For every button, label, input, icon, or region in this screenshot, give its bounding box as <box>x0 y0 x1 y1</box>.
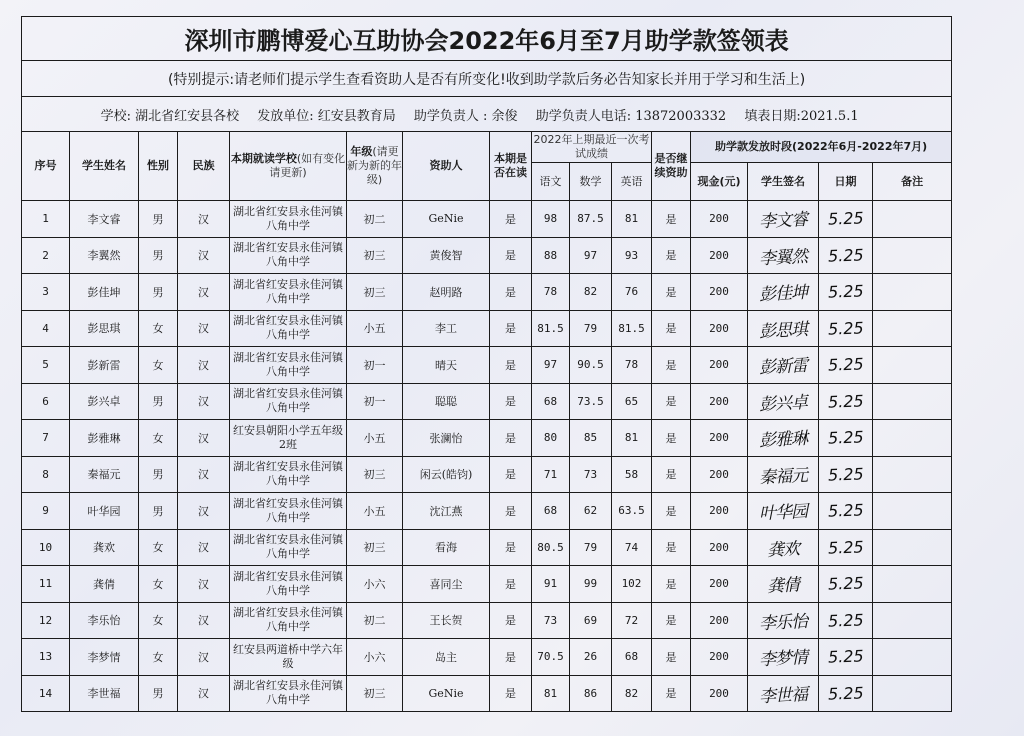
handwritten-date: 5.25 <box>827 683 864 704</box>
cell-chinese: 81 <box>532 675 570 712</box>
manager-label: 助学负责人 : 余俊 <box>413 108 518 124</box>
cell-date <box>819 201 873 238</box>
cell-school: 湖北省红安县永佳河镇八角中学 <box>230 456 347 493</box>
cell-chinese: 80 <box>532 420 570 457</box>
cell-continue: 是 <box>652 237 691 274</box>
cell-signature <box>748 420 819 457</box>
cell-date <box>819 310 873 347</box>
cell-math: 26 <box>570 639 612 676</box>
cell-math: 86 <box>570 675 612 712</box>
cell-math: 69 <box>570 602 612 639</box>
fill-date-label: 填表日期:2021.5.1 <box>744 108 859 124</box>
cell-date <box>819 529 873 566</box>
cell-continue: 是 <box>652 566 691 603</box>
cell-english: 72 <box>612 602 652 639</box>
handwritten-date: 5.25 <box>827 391 864 412</box>
cell-no: 12 <box>22 602 70 639</box>
notice-text: (特别提示:请老师们提示学生查看资助人是否有所变化!收到助学款后务必告知家长并用于学习和生活上) <box>22 61 952 97</box>
cell-math: 79 <box>570 310 612 347</box>
cell-remark <box>873 675 952 712</box>
cell-cash: 200 <box>691 347 748 384</box>
cell-sponsor: 王长贺 <box>403 602 490 639</box>
cell-gender: 女 <box>139 566 178 603</box>
cell-signature <box>748 566 819 603</box>
cell-name: 李梦情 <box>70 639 139 676</box>
cell-no: 13 <box>22 639 70 676</box>
cell-cash: 200 <box>691 420 748 457</box>
cell-date <box>819 420 873 457</box>
handwritten-date: 5.25 <box>827 464 864 485</box>
cell-cash: 200 <box>691 566 748 603</box>
cell-cash: 200 <box>691 310 748 347</box>
cell-signature <box>748 274 819 311</box>
cell-ethnicity: 汉 <box>178 456 230 493</box>
handwritten-date: 5.25 <box>827 208 864 229</box>
header-school <box>230 132 347 201</box>
cell-date <box>819 639 873 676</box>
table-row <box>22 529 952 566</box>
cell-gender: 女 <box>139 602 178 639</box>
page-title: 深圳市鹏博爱心互助协会2022年6月至7月助学款签领表 <box>22 17 952 61</box>
cell-signature <box>748 310 819 347</box>
cell-ethnicity: 汉 <box>178 383 230 420</box>
stipend-signoff-table <box>21 16 952 712</box>
cell-gender: 女 <box>139 639 178 676</box>
cell-cash: 200 <box>691 493 748 530</box>
header-scores-group: 2022年上期最近一次考试成绩 <box>532 132 652 163</box>
cell-math: 85 <box>570 420 612 457</box>
phone-label: 助学负责人电话: 13872003332 <box>535 108 727 124</box>
cell-sponsor: 喜同尘 <box>403 566 490 603</box>
cell-ethnicity: 汉 <box>178 201 230 238</box>
cell-grade: 小五 <box>347 310 403 347</box>
cell-date <box>819 456 873 493</box>
header-gender: 性别 <box>139 132 178 201</box>
cell-date <box>819 566 873 603</box>
cell-gender: 男 <box>139 675 178 712</box>
handwritten-signature: 龚欢 <box>766 538 800 561</box>
handwritten-date: 5.25 <box>827 537 864 558</box>
cell-signature <box>748 383 819 420</box>
header-period-group: 助学款发放时段(2022年6月-2022年7月) <box>691 132 952 163</box>
cell-signature <box>748 347 819 384</box>
cell-name: 彭雅琳 <box>70 420 139 457</box>
cell-grade: 初三 <box>347 456 403 493</box>
cell-no: 9 <box>22 493 70 530</box>
cell-name: 彭兴卓 <box>70 383 139 420</box>
cell-gender: 女 <box>139 310 178 347</box>
cell-english: 81 <box>612 420 652 457</box>
cell-enrolled: 是 <box>490 310 532 347</box>
handwritten-signature: 叶华园 <box>758 502 808 525</box>
handwritten-date: 5.25 <box>827 281 864 302</box>
table-row <box>22 201 952 238</box>
table-row <box>22 420 952 457</box>
cell-math: 97 <box>570 237 612 274</box>
cell-no: 4 <box>22 310 70 347</box>
table-row <box>22 237 952 274</box>
cell-math: 87.5 <box>570 201 612 238</box>
cell-cash: 200 <box>691 602 748 639</box>
cell-sponsor: 李工 <box>403 310 490 347</box>
cell-name: 秦福元 <box>70 456 139 493</box>
cell-enrolled: 是 <box>490 237 532 274</box>
header-name: 学生姓名 <box>70 132 139 201</box>
cell-grade: 小五 <box>347 420 403 457</box>
cell-name: 彭思琪 <box>70 310 139 347</box>
cell-enrolled: 是 <box>490 529 532 566</box>
cell-chinese: 97 <box>532 347 570 384</box>
cell-grade: 初一 <box>347 347 403 384</box>
cell-date <box>819 493 873 530</box>
cell-english: 82 <box>612 675 652 712</box>
handwritten-signature: 李世福 <box>758 684 808 707</box>
cell-school: 湖北省红安县永佳河镇八角中学 <box>230 602 347 639</box>
cell-gender: 男 <box>139 456 178 493</box>
handwritten-signature: 彭兴卓 <box>758 392 808 415</box>
cell-remark <box>873 639 952 676</box>
header-math: 数学 <box>570 163 612 201</box>
cell-ethnicity: 汉 <box>178 529 230 566</box>
cell-school: 湖北省红安县永佳河镇八角中学 <box>230 493 347 530</box>
cell-enrolled: 是 <box>490 566 532 603</box>
cell-remark <box>873 493 952 530</box>
cell-name: 李乐怡 <box>70 602 139 639</box>
header-ethnicity: 民族 <box>178 132 230 201</box>
cell-no: 1 <box>22 201 70 238</box>
cell-name: 彭佳坤 <box>70 274 139 311</box>
cell-name: 龚欢 <box>70 529 139 566</box>
cell-gender: 男 <box>139 274 178 311</box>
cell-signature <box>748 602 819 639</box>
cell-remark <box>873 201 952 238</box>
cell-ethnicity: 汉 <box>178 347 230 384</box>
cell-grade: 小六 <box>347 566 403 603</box>
cell-school: 湖北省红安县永佳河镇八角中学 <box>230 237 347 274</box>
cell-chinese: 88 <box>532 237 570 274</box>
cell-enrolled: 是 <box>490 347 532 384</box>
cell-english: 78 <box>612 347 652 384</box>
cell-english: 81.5 <box>612 310 652 347</box>
handwritten-date: 5.25 <box>827 573 864 594</box>
cell-continue: 是 <box>652 310 691 347</box>
cell-no: 3 <box>22 274 70 311</box>
cell-remark <box>873 420 952 457</box>
cell-name: 李翼然 <box>70 237 139 274</box>
cell-english: 76 <box>612 274 652 311</box>
cell-no: 2 <box>22 237 70 274</box>
cell-signature <box>748 675 819 712</box>
cell-name: 叶华园 <box>70 493 139 530</box>
cell-chinese: 73 <box>532 602 570 639</box>
handwritten-date: 5.25 <box>827 427 864 448</box>
cell-date <box>819 274 873 311</box>
cell-date <box>819 237 873 274</box>
cell-sponsor: 聪聪 <box>403 383 490 420</box>
cell-continue: 是 <box>652 201 691 238</box>
cell-continue: 是 <box>652 639 691 676</box>
cell-math: 79 <box>570 529 612 566</box>
cell-chinese: 68 <box>532 493 570 530</box>
cell-grade: 初二 <box>347 201 403 238</box>
cell-gender: 女 <box>139 347 178 384</box>
cell-enrolled: 是 <box>490 602 532 639</box>
cell-name: 彭新雷 <box>70 347 139 384</box>
handwritten-signature: 彭新雷 <box>758 356 808 379</box>
cell-signature <box>748 493 819 530</box>
cell-math: 90.5 <box>570 347 612 384</box>
table-row <box>22 274 952 311</box>
cell-sponsor: 岛主 <box>403 639 490 676</box>
cell-signature <box>748 639 819 676</box>
cell-remark <box>873 383 952 420</box>
handwritten-signature: 龚倩 <box>766 575 800 598</box>
cell-ethnicity: 汉 <box>178 639 230 676</box>
cell-enrolled: 是 <box>490 639 532 676</box>
cell-cash: 200 <box>691 383 748 420</box>
cell-cash: 200 <box>691 639 748 676</box>
cell-ethnicity: 汉 <box>178 274 230 311</box>
cell-sponsor: 沈江燕 <box>403 493 490 530</box>
cell-enrolled: 是 <box>490 675 532 712</box>
cell-enrolled: 是 <box>490 493 532 530</box>
cell-school: 湖北省红安县永佳河镇八角中学 <box>230 383 347 420</box>
header-school-main: 本期就读学校 <box>230 152 297 165</box>
cell-math: 73.5 <box>570 383 612 420</box>
cell-continue: 是 <box>652 529 691 566</box>
cell-no: 11 <box>22 566 70 603</box>
header-enrolled: 本期是否在读 <box>490 132 532 201</box>
handwritten-date: 5.25 <box>827 610 864 631</box>
handwritten-date: 5.25 <box>827 245 864 266</box>
cell-english: 65 <box>612 383 652 420</box>
header-grade-note: (请更新为新的年级) <box>347 145 402 186</box>
header-sponsor: 资助人 <box>403 132 490 201</box>
cell-enrolled: 是 <box>490 274 532 311</box>
cell-english: 74 <box>612 529 652 566</box>
cell-ethnicity: 汉 <box>178 675 230 712</box>
table-row <box>22 566 952 603</box>
table-row <box>22 456 952 493</box>
cell-school: 湖北省红安县永佳河镇八角中学 <box>230 274 347 311</box>
cell-continue: 是 <box>652 347 691 384</box>
cell-school: 湖北省红安县永佳河镇八角中学 <box>230 529 347 566</box>
header-english: 英语 <box>612 163 652 201</box>
cell-gender: 男 <box>139 493 178 530</box>
cell-no: 8 <box>22 456 70 493</box>
header-chinese: 语文 <box>532 163 570 201</box>
cell-ethnicity: 汉 <box>178 566 230 603</box>
cell-chinese: 70.5 <box>532 639 570 676</box>
table-row <box>22 310 952 347</box>
handwritten-signature: 李翼然 <box>758 246 808 269</box>
cell-continue: 是 <box>652 383 691 420</box>
cell-english: 63.5 <box>612 493 652 530</box>
header-no: 序号 <box>22 132 70 201</box>
cell-ethnicity: 汉 <box>178 420 230 457</box>
cell-english: 58 <box>612 456 652 493</box>
header-date: 日期 <box>819 163 873 201</box>
cell-grade: 初三 <box>347 237 403 274</box>
handwritten-signature: 李梦情 <box>758 648 808 671</box>
cell-no: 7 <box>22 420 70 457</box>
cell-chinese: 71 <box>532 456 570 493</box>
cell-signature <box>748 456 819 493</box>
cell-date <box>819 347 873 384</box>
cell-enrolled: 是 <box>490 383 532 420</box>
cell-date <box>819 675 873 712</box>
student-rows <box>22 201 952 712</box>
cell-grade: 小六 <box>347 639 403 676</box>
handwritten-signature: 彭雅琳 <box>758 429 808 452</box>
handwritten-date: 5.25 <box>827 318 864 339</box>
cell-continue: 是 <box>652 602 691 639</box>
cell-gender: 男 <box>139 383 178 420</box>
cell-enrolled: 是 <box>490 456 532 493</box>
cell-signature <box>748 529 819 566</box>
cell-remark <box>873 456 952 493</box>
cell-signature <box>748 237 819 274</box>
header-school-note: (如有变化请更新) <box>269 152 346 179</box>
cell-cash: 200 <box>691 529 748 566</box>
cell-english: 68 <box>612 639 652 676</box>
header-remark: 备注 <box>873 163 952 201</box>
cell-remark <box>873 566 952 603</box>
cell-continue: 是 <box>652 493 691 530</box>
cell-remark <box>873 347 952 384</box>
cell-cash: 200 <box>691 274 748 311</box>
issuer-label: 发放单位: 红安县教育局 <box>257 108 396 124</box>
cell-school: 湖北省红安县永佳河镇八角中学 <box>230 201 347 238</box>
cell-ethnicity: 汉 <box>178 493 230 530</box>
cell-sponsor: GeNie <box>403 201 490 238</box>
cell-remark <box>873 529 952 566</box>
cell-grade: 初三 <box>347 529 403 566</box>
cell-grade: 初一 <box>347 383 403 420</box>
header-cash: 现金(元) <box>691 163 748 201</box>
cell-no: 6 <box>22 383 70 420</box>
header-grade-main: 年级 <box>350 145 373 158</box>
table-row <box>22 639 952 676</box>
cell-cash: 200 <box>691 675 748 712</box>
cell-chinese: 81.5 <box>532 310 570 347</box>
handwritten-signature: 彭佳坤 <box>758 283 808 306</box>
cell-sponsor: 赵明路 <box>403 274 490 311</box>
cell-sponsor: 张澜怡 <box>403 420 490 457</box>
cell-chinese: 68 <box>532 383 570 420</box>
cell-english: 102 <box>612 566 652 603</box>
cell-continue: 是 <box>652 675 691 712</box>
cell-math: 82 <box>570 274 612 311</box>
signoff-sheet <box>21 16 951 712</box>
table-row <box>22 675 952 712</box>
cell-enrolled: 是 <box>490 201 532 238</box>
cell-continue: 是 <box>652 274 691 311</box>
cell-school: 红安县朝阳小学五年级2班 <box>230 420 347 457</box>
cell-remark <box>873 237 952 274</box>
cell-cash: 200 <box>691 237 748 274</box>
cell-gender: 男 <box>139 237 178 274</box>
school-info-bar <box>22 97 952 132</box>
header-grade <box>347 132 403 201</box>
cell-math: 99 <box>570 566 612 603</box>
cell-chinese: 91 <box>532 566 570 603</box>
cell-name: 李文睿 <box>70 201 139 238</box>
cell-english: 81 <box>612 201 652 238</box>
cell-grade: 初三 <box>347 274 403 311</box>
cell-chinese: 78 <box>532 274 570 311</box>
cell-cash: 200 <box>691 456 748 493</box>
cell-sponsor: 晴天 <box>403 347 490 384</box>
cell-sponsor: 黄俊智 <box>403 237 490 274</box>
cell-name: 龚倩 <box>70 566 139 603</box>
cell-school: 湖北省红安县永佳河镇八角中学 <box>230 566 347 603</box>
table-row <box>22 383 952 420</box>
table-row <box>22 602 952 639</box>
cell-remark <box>873 310 952 347</box>
cell-gender: 男 <box>139 201 178 238</box>
cell-math: 73 <box>570 456 612 493</box>
cell-date <box>819 602 873 639</box>
cell-sponsor: GeNie <box>403 675 490 712</box>
cell-no: 14 <box>22 675 70 712</box>
school-label: 学校: 湖北省红安县各校 <box>100 108 240 124</box>
cell-continue: 是 <box>652 456 691 493</box>
cell-ethnicity: 汉 <box>178 237 230 274</box>
cell-school: 湖北省红安县永佳河镇八角中学 <box>230 347 347 384</box>
table-row <box>22 347 952 384</box>
cell-continue: 是 <box>652 420 691 457</box>
cell-chinese: 80.5 <box>532 529 570 566</box>
header-continue: 是否继续资助 <box>652 132 691 201</box>
cell-sponsor: 看海 <box>403 529 490 566</box>
cell-sponsor: 闲云(皓钧) <box>403 456 490 493</box>
handwritten-signature: 秦福元 <box>758 465 808 488</box>
cell-cash: 200 <box>691 201 748 238</box>
cell-grade: 初三 <box>347 675 403 712</box>
cell-date <box>819 383 873 420</box>
table-row <box>22 493 952 530</box>
cell-gender: 女 <box>139 420 178 457</box>
cell-school: 红安县两道桥中学六年级 <box>230 639 347 676</box>
cell-english: 93 <box>612 237 652 274</box>
cell-no: 10 <box>22 529 70 566</box>
cell-no: 5 <box>22 347 70 384</box>
cell-school: 湖北省红安县永佳河镇八角中学 <box>230 675 347 712</box>
handwritten-signature: 彭思琪 <box>758 319 808 342</box>
cell-chinese: 98 <box>532 201 570 238</box>
cell-grade: 小五 <box>347 493 403 530</box>
handwritten-signature: 李文睿 <box>758 210 808 233</box>
cell-signature <box>748 201 819 238</box>
handwritten-date: 5.25 <box>827 354 864 375</box>
cell-school: 湖北省红安县永佳河镇八角中学 <box>230 310 347 347</box>
header-signature: 学生签名 <box>748 163 819 201</box>
handwritten-signature: 李乐怡 <box>758 611 808 634</box>
cell-grade: 初二 <box>347 602 403 639</box>
cell-name: 李世福 <box>70 675 139 712</box>
cell-ethnicity: 汉 <box>178 310 230 347</box>
handwritten-date: 5.25 <box>827 646 864 667</box>
cell-gender: 女 <box>139 529 178 566</box>
cell-enrolled: 是 <box>490 420 532 457</box>
cell-remark <box>873 602 952 639</box>
handwritten-date: 5.25 <box>827 500 864 521</box>
cell-math: 62 <box>570 493 612 530</box>
cell-ethnicity: 汉 <box>178 602 230 639</box>
cell-remark <box>873 274 952 311</box>
